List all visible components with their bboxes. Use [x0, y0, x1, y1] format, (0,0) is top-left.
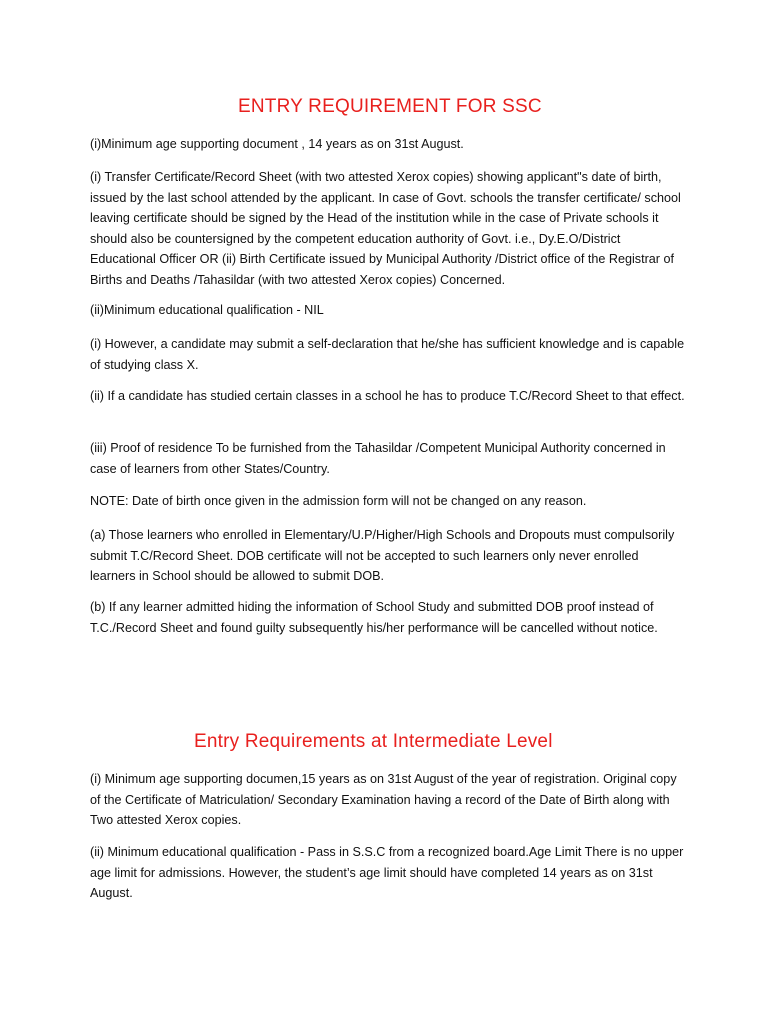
- ssc-self-declaration-paragraph: (i) However, a candidate may submit a self-declaration that he/she has sufficient knowledge and is capable of studying class X.: [90, 337, 685, 372]
- ssc-min-age-paragraph: (i)Minimum age supporting document , 14 years as on 31st August.: [90, 137, 464, 151]
- ssc-enrolled-learners-paragraph: (a) Those learners who enrolled in Elementary/U.P/Higher/High Schools and Dropouts must compulsorily submit T.C/Record Sheet. DOB certificate will not be accepted to such learners only never enrolled learners in School should be allowed to submit DOB.: [90, 528, 675, 584]
- ssc-record-sheet-paragraph: (ii) If a candidate has studied certain classes in a school he has to produce T.C/Record Sheet to that effect.: [90, 389, 685, 403]
- ssc-note-paragraph: NOTE: Date of birth once given in the admission form will not be changed on any reason.: [90, 494, 587, 508]
- ssc-hiding-information-paragraph: (b) If any learner admitted hiding the information of School Study and submitted DOB proof instead of T.C./Record Sheet and found guilty subsequently his/her performance will be cancelled without notice.: [90, 600, 658, 635]
- intermediate-min-qualification-paragraph: (ii) Minimum educational qualification - Pass in S.S.C from a recognized board.Age Limit There is no upper age limit for admissions. However, the student’s age limit should have completed 14 years as on 31st August.: [90, 845, 684, 901]
- ssc-proof-of-residence-paragraph: (iii) Proof of residence To be furnished from the Tahasildar /Competent Municipal Authority concerned in case of learners from other States/Country.: [90, 441, 666, 476]
- intermediate-min-age-paragraph: (i) Minimum age supporting documen,15 years as on 31st August of the year of registration. Original copy of the Certificate of Matriculation/ Secondary Examination having a record of the Date of Birth along with Two attested Xerox copies.: [90, 772, 677, 828]
- ssc-section-title: ENTRY REQUIREMENT FOR SSC: [238, 96, 542, 117]
- intermediate-section-title: Entry Requirements at Intermediate Level: [194, 731, 553, 752]
- ssc-transfer-certificate-paragraph: (i) Transfer Certificate/Record Sheet (with two attested Xerox copies) showing applicant"s date of birth, issued by the last school attended by the applicant. In case of Govt. schools the transfer certificate/ school leaving certificate should be signed by the Head of the institution while in the case of Private schools it should also be countersigned by the competent education authority of Govt. i.e., Dy.E.O/District Educational Officer OR (ii) Birth Certificate issued by Municipal Authority /District office of the Registrar of Births and Deaths /Tahasildar (with two attested Xerox copies) Concerned.: [90, 170, 681, 287]
- ssc-min-qualification-paragraph: (ii)Minimum educational qualification - NIL: [90, 303, 324, 317]
